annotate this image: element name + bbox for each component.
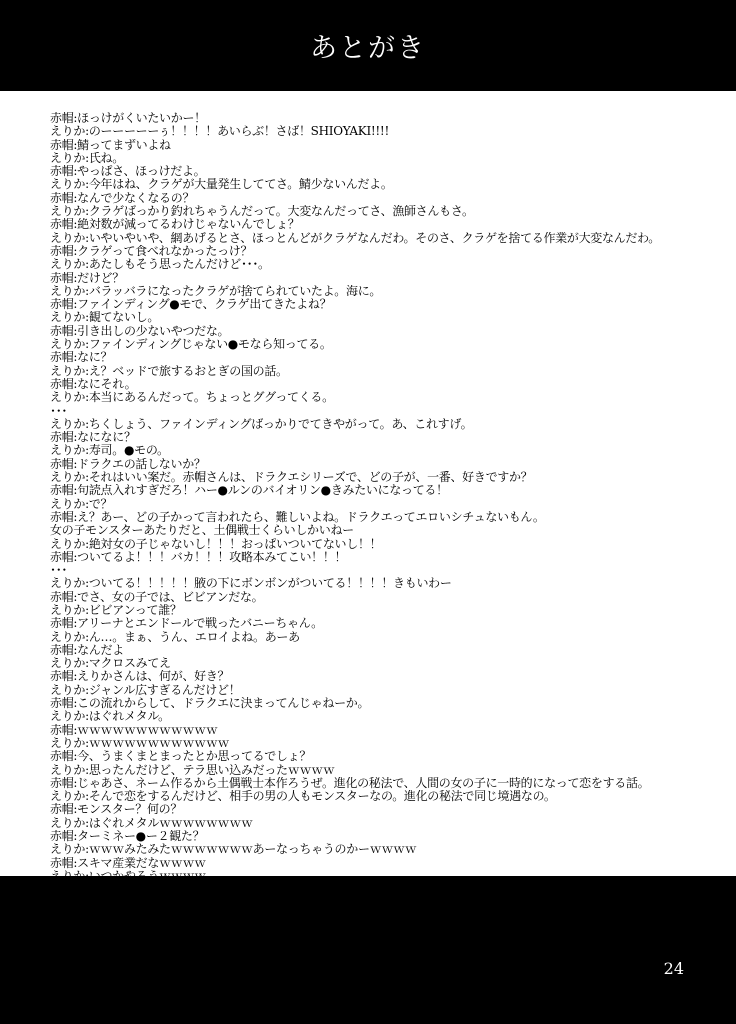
dialogue-line: 赤帽:ほっけがくいたいかー！	[50, 112, 206, 125]
dialogue-line: 赤帽:え？あー、どの子かって言われたら、難しいよね。ドラクエってエロいシチュないもん。	[50, 510, 545, 524]
dialogue-line: 赤帽:ついてるよ！！！バカ！！！攻略本みてこい！！！	[50, 550, 347, 564]
dialogue-line: 赤帽:句読点入れすぎだろ！ハー●ルンのバイオリン●きみたいになってる！	[50, 484, 448, 498]
dialogue-line: えりか:あたしもそう思ったんだけど･･･。	[50, 258, 270, 272]
dialogue-line: えりか:で？	[50, 497, 113, 511]
dialogue-line: 赤帽:でさ、女の子では、ビビアンだな。	[50, 590, 264, 604]
dialogue-line: ･･･	[50, 404, 68, 418]
dialogue-line: えりか:マクロスみてえ	[50, 657, 171, 671]
dialogue-line: えりか:ついてる！！！！！腋の下にボンボンがついてる！！！！きもいわー	[50, 577, 452, 591]
dialogue-line: えりか:はぐれメタルｗｗｗｗｗｗｗｗ	[50, 816, 253, 830]
dialogue-line: 赤帽:なになに？	[50, 431, 136, 445]
dialogue-line: 赤帽:やっぱさ、ほっけだよ。	[50, 165, 206, 179]
dialogue-line: えりか:本当にあるんだって。ちょっとググってくる。	[50, 391, 334, 405]
dialogue-line: えりか:ビビアンって誰？	[50, 603, 182, 617]
dialogue-line: えりか:それはいい案だ。赤帽さんは、ドラクエシリーズで、どの子が、一番、好きですか？	[50, 471, 533, 485]
dialogue-line: えりか:氏ね。	[50, 151, 124, 165]
dialogue-line: えりか:今年はね、クラゲが大量発生しててさ。鯖少ないんだよ。	[50, 178, 393, 192]
dialogue-line: えりか:クラゲばっかり釣れちゃうんだって。大変なんだってさ、漁師さんもさ。	[50, 205, 474, 219]
dialogue-line: えりか:ｗｗｗみたみたｗｗｗｗｗｗｗあーなっちゃうのかーｗｗｗｗ	[50, 843, 417, 857]
dialogue-line: えりか:観てないし。	[50, 311, 160, 325]
dialogue-line: 赤帽:引き出しの少ないやつだな。	[50, 324, 230, 338]
dialogue-line: 赤帽:だけど？	[50, 271, 124, 285]
dialogue-line: 赤帽:モンスター？何の？	[50, 803, 183, 817]
dialogue-line: えりか:のーーーーーぅ！！！！あいらぶ！さば！SHIOYAKI!!!!	[50, 125, 389, 139]
dialogue-line: 赤帽:この流れからして、ドラクエに決まってんじゃねーか。	[50, 697, 370, 711]
dialogue-line: えりか:寿司。●モの。	[50, 444, 169, 458]
dialogue-line: 赤帽:ｗｗｗｗｗｗｗｗｗｗｗｗ	[50, 723, 218, 737]
dialogue-line: 赤帽:なにそれ。	[50, 377, 137, 391]
dialogue-line: えりか:ｗｗｗｗｗｗｗｗｗｗｗｗ	[50, 736, 230, 750]
dialogue-line: 赤帽:なに？	[50, 351, 113, 365]
dialogue-line: 赤帽:鯖ってまずいよね	[50, 138, 171, 152]
page-title: あとがき	[310, 33, 426, 64]
dialogue-line: 赤帽:スキマ産業だなｗｗｗｗ	[50, 856, 206, 870]
dialogue-line: ･･･	[50, 564, 68, 578]
dialogue-line: えりか:いやいやいや、網あげるとさ、ほっとんどがクラゲなんだわ。そのさ、クラゲを捨てる作業が大変なんだわ。	[50, 231, 660, 245]
dialogue-line: 赤帽:絶対数が減ってるわけじゃないんでしょ？	[50, 218, 300, 232]
dialogue-line: えりか:バラッバラになったクラゲが捨てられていたよ。海に。	[50, 284, 382, 298]
dialogue-line: 赤帽:ターミネー●ー２観た？	[50, 830, 205, 844]
dialogue-line: えりか:ファインディングじゃない●モなら知ってる。	[50, 338, 332, 352]
header-bar	[0, 0, 736, 91]
dialogue-line: えりか:ジャンル広すぎるんだけど！	[50, 683, 241, 697]
dialogue-line: えりか:え？ベッドで旅するおとぎの国の話。	[50, 364, 288, 378]
dialogue-line: 赤帽:今、うまくまとまったとか思ってるでしょ？	[50, 750, 312, 764]
dialogue-line: 赤帽:ファインディング●モで、クラゲ出てきたよね？	[50, 298, 332, 312]
dialogue-line: えりか:思ったんだけど、テラ思い込みだったｗｗｗｗ	[50, 763, 335, 777]
dialogue-line: 赤帽:なんで少なくなるの？	[50, 191, 195, 205]
dialogue-line: えりか:そんで恋をするんだけど、相手の男の人もモンスターなの。進化の秘法で同じ境遇なの。	[50, 790, 556, 804]
text-page	[0, 91, 736, 876]
dialogue-line: えりか:ちくしょう、ファインディングばっかりでてきやがって。あ、これすげ。	[50, 417, 473, 431]
dialogue-line: 赤帽:ドラクエの話しないか？	[50, 457, 206, 471]
dialogue-line: 赤帽:クラゲって食べれなかったっけ？	[50, 244, 253, 258]
footer-bar	[0, 876, 736, 1024]
dialogue-line: えりか:はぐれメタル。	[50, 710, 170, 724]
dialogue-line: えりか:ん…。まぁ、うん、エロイよね。あーあ	[50, 630, 300, 644]
dialogue-line: 赤帽:アリーナとエンドールで戦ったバニーちゃん。	[50, 617, 323, 631]
dialogue-line: 赤帽:なんだよ	[50, 643, 124, 657]
dialogue-line: 赤帽:えりかさんは、何が、好き？	[50, 670, 230, 684]
dialogue-line: 赤帽:じゃあさ、ネーム作るから土偶戦士本作ろうぜ。進化の秘法で、人間の女の子に一時的になって恋をする話。	[50, 776, 650, 790]
page-number: 24	[663, 959, 684, 978]
dialogue-block	[50, 112, 710, 923]
dialogue-line: 女の子モンスターあたりだと、土偶戦士くらいしかいねー	[50, 524, 354, 538]
dialogue-line: えりか:絶対女の子じゃないし！！！おっぱいついてないし！！	[50, 537, 382, 551]
